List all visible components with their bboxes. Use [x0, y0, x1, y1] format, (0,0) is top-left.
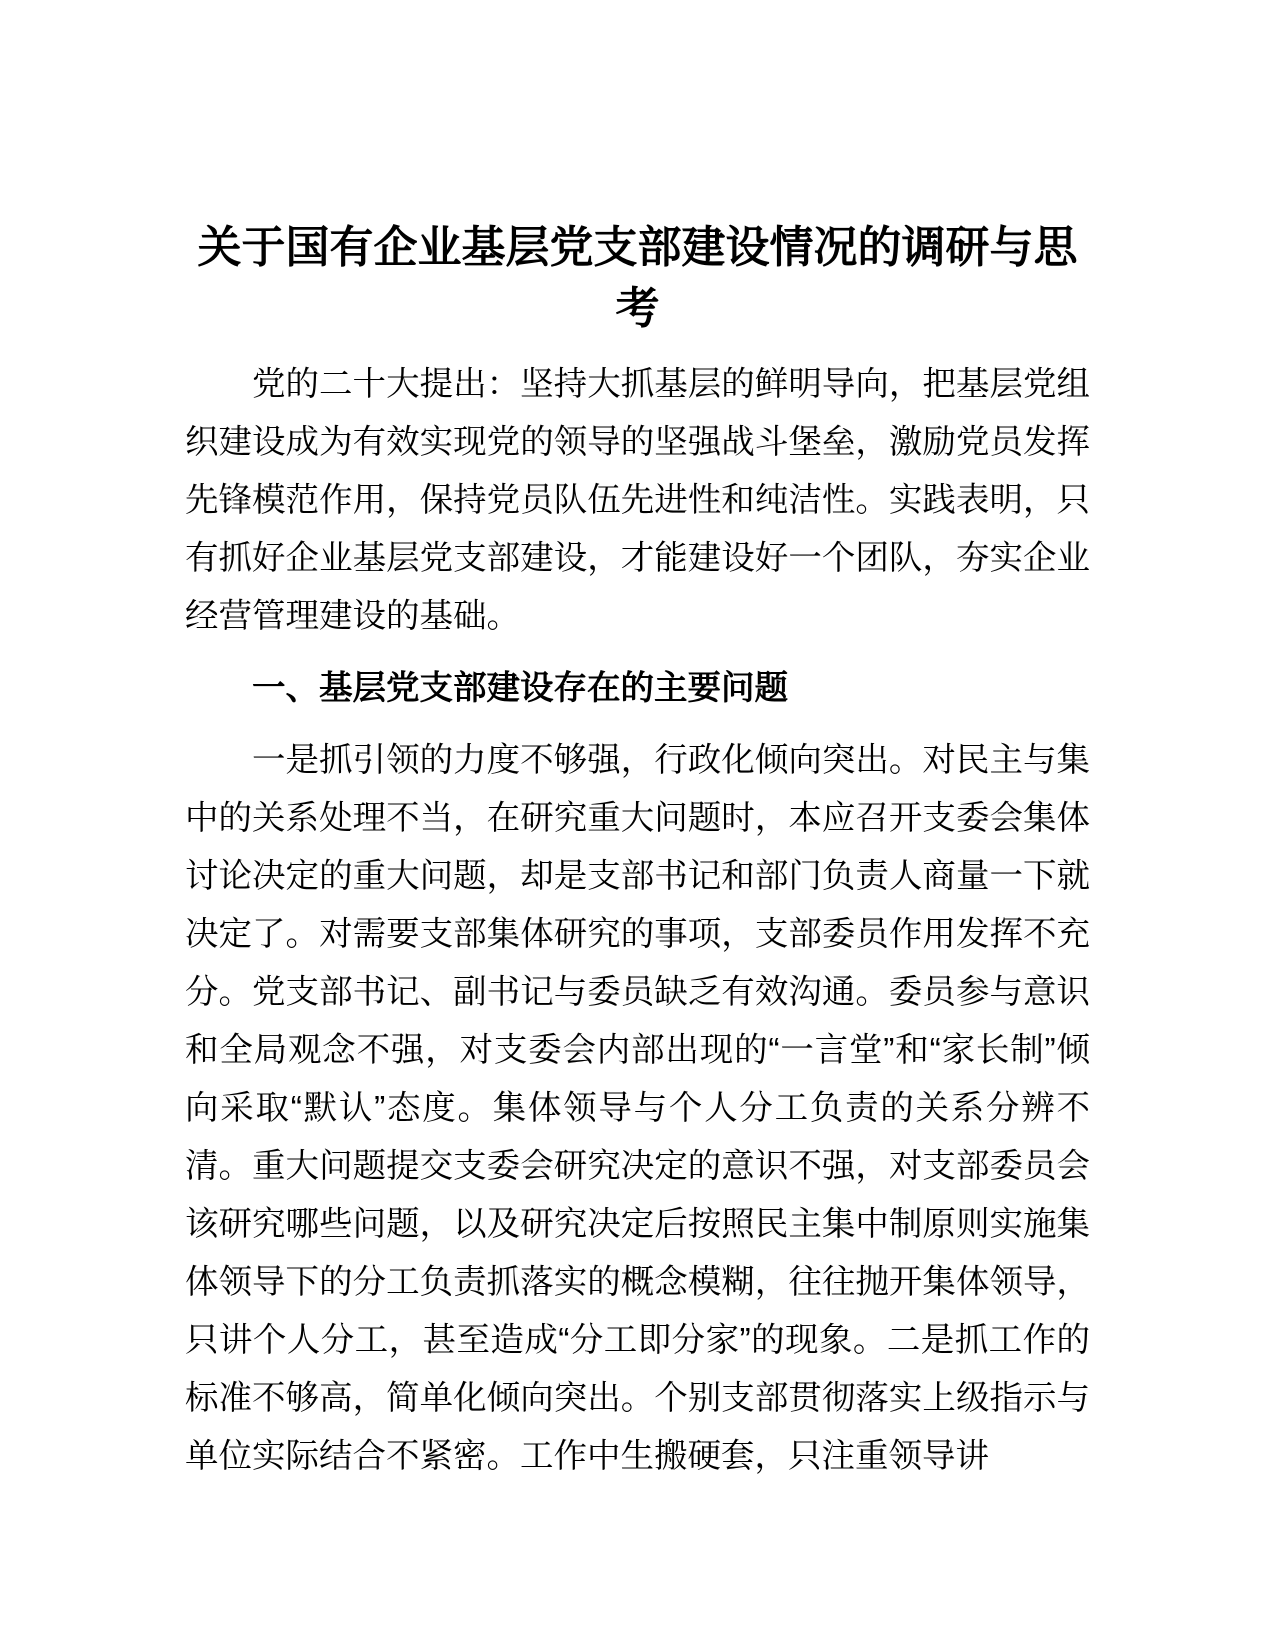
section-1-paragraph: 一是抓引领的力度不够强，行政化倾向突出。对民主与集中的关系处理不当，在研究重大问题时，本应召开支委会集体讨论决定的重大问题，却是支部书记和部门负责人商量一下就决定了。对需要支部集体研究的事项，支部委员作用发挥不充分。党支部书记、副书记与委员缺乏有效沟通。委员参与意识和全局观念不强，对支委会内部出现的“一言堂”和“家长制”倾向采取“默认”态度。集体领导与个人分工负责的关系分辨不清。重大问题提交支委会研究决定的意识不强，对支部委员会该研究哪些问题，以及研究决定后按照民主集中制原则实施集体领导下的分工负责抓落实的概念模糊，往往抛开集体领导，只讲个人分工，甚至造成“分工即分家”的现象。二是抓工作的标准不够高，简单化倾向突出。个别支部贯彻落实上级指示与单位实际结合不紧密。工作中生搬硬套，只注重领导讲	[185, 742, 1090, 1475]
intro-paragraph: 党的二十大提出：坚持大抓基层的鲜明导向，把基层党组织建设成为有效实现党的领导的坚强战斗堡垒，激励党员发挥先锋模范作用，保持党员队伍先进性和纯洁性。实践表明，只有抓好企业基层党支部建设，才能建设好一个团队，夯实企业经营管理建设的基础。	[185, 366, 1090, 635]
section-1-heading: 一、基层党支部建设存在的主要问题	[252, 670, 788, 707]
document-title: 关于国有企业基层党支部建设情况的调研与思考	[197, 223, 1078, 333]
